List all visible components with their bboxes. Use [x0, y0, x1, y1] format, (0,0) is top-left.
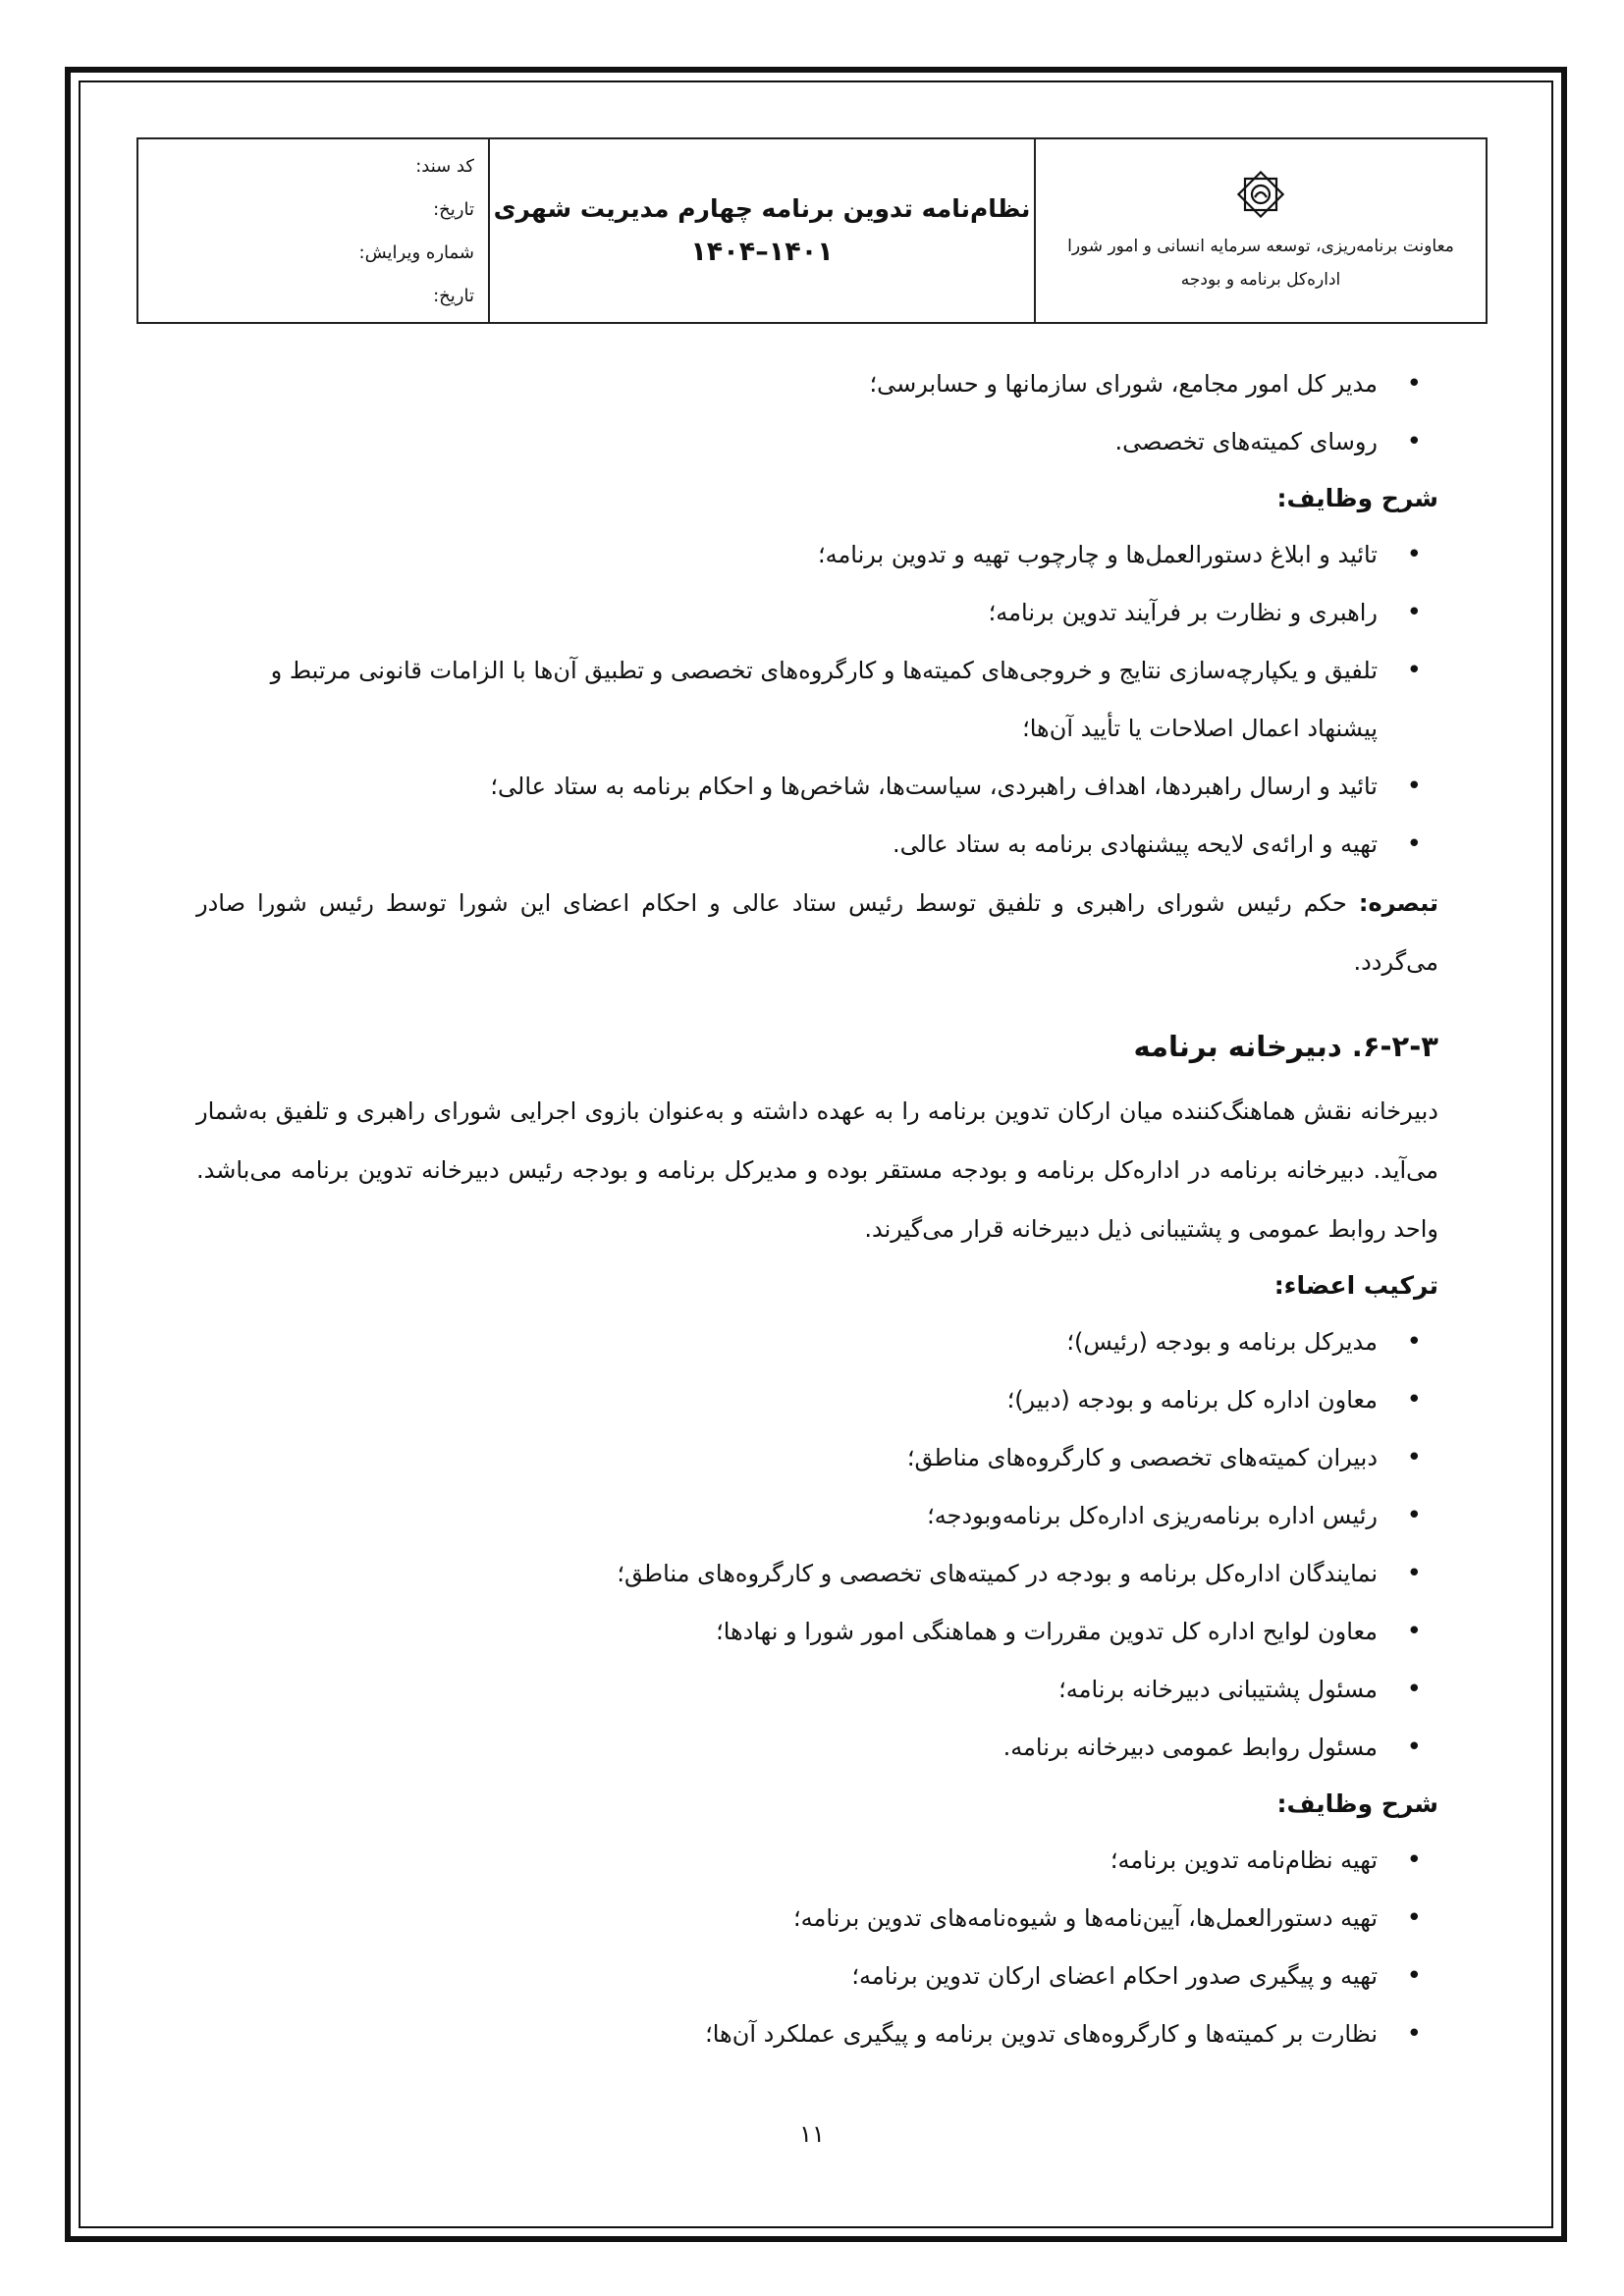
header-organization	[1034, 139, 1486, 322]
list-item: • تهیه دستورالعمل‌ها، آیین‌نامه‌ها و شیوه‌نامه‌های تدوین برنامه؛	[196, 1890, 1438, 1948]
list-item: • مدیرکل برنامه و بودجه (رئیس)؛	[196, 1313, 1438, 1371]
header-org-line2: اداره‌کل برنامه و بودجه	[1180, 270, 1341, 290]
page-number: ۱۱	[799, 2120, 825, 2148]
list-item: • تلفیق و یکپارچه‌سازی نتایج و خروجی‌های کمیته‌ها و کارگروه‌های تخصصی و تطبیق آن‌ها با الزامات قانونی مرتبط و پیشنهاد اعمال اصلاحات یا تأیید آن‌ها؛	[196, 642, 1438, 758]
secretariat-duties-list	[196, 1832, 1438, 2063]
members-list	[196, 1313, 1438, 1777]
header-meta	[138, 139, 488, 322]
list-item: • تهیه و پیگیری صدور احکام اعضای ارکان تدوین برنامه؛	[196, 1948, 1438, 2005]
members-heading: ترکیب اعضاء:	[1273, 1271, 1438, 1300]
list-item: • مدیر کل امور مجامع، شورای سازمانها و حسابرسی؛	[196, 355, 1438, 413]
header-title-cell	[488, 139, 1034, 322]
list-item: • دبیران کمیته‌های تخصصی و کارگروه‌های مناطق؛	[196, 1429, 1438, 1487]
header-org-line1: معاونت برنامه‌ریزی، توسعه سرمایه انسانی و امور شورا	[1067, 237, 1454, 256]
meta-doc-code: کد سند:	[415, 156, 474, 177]
members-continued-list	[196, 355, 1438, 471]
list-item: • تائید و ارسال راهبردها، اهداف راهبردی، سیاست‌ها، شاخص‌ها و احکام برنامه به ستاد عالی؛	[196, 758, 1438, 816]
meta-revision: شماره ویرایش:	[358, 242, 474, 263]
list-item: • معاون اداره کل برنامه و بودجه (دبیر)؛	[196, 1371, 1438, 1429]
note-label: تبصره:	[1358, 889, 1438, 917]
list-item: • نظارت بر کمیته‌ها و کارگروه‌های تدوین برنامه و پیگیری عملکرد آن‌ها؛	[196, 2005, 1438, 2063]
meta-date: تاریخ:	[433, 199, 474, 220]
page-content	[196, 355, 1438, 2063]
duties-list	[196, 526, 1438, 874]
meta-revision-date: تاریخ:	[433, 286, 474, 306]
list-item: • تائید و ابلاغ دستورالعمل‌ها و چارچوب تهیه و تدوین برنامه؛	[196, 526, 1438, 584]
document-years: ۱۴۰۱–۱۴۰۴	[690, 237, 834, 267]
list-item: • معاون لوایح اداره کل تدوین مقررات و هماهنگی امور شورا و نهادها؛	[196, 1603, 1438, 1661]
section-paragraph: دبیرخانه نقش هماهنگ‌کننده میان ارکان تدوین برنامه را به عهده داشته و به‌عنوان بازوی اجرایی شورای راهبری و تلفیق به‌شمار می‌آید. دبیرخانه برنامه در اداره‌کل برنامه و بودجه مستقر بوده و مدیرکل برنامه و بودجه رئیس دبیرخانه تدوین برنامه می‌باشد. واحد روابط عمومی و پشتیبانی ذیل دبیرخانه قرار می‌گیرند.	[196, 1097, 1438, 1243]
list-item: • راهبری و نظارت بر فرآیند تدوین برنامه؛	[196, 584, 1438, 642]
list-item: • مسئول روابط عمومی دبیرخانه برنامه.	[196, 1719, 1438, 1777]
document-header	[136, 137, 1488, 324]
note-text: حکم رئیس شورای راهبری و تلفیق توسط رئیس ستاد عالی و احکام اعضای این شورا توسط رئیس شورا صادر می‌گردد.	[196, 889, 1438, 976]
document-title: نظام‌نامه تدوین برنامه چهارم مدیریت شهری	[493, 194, 1031, 223]
section-title: ۶-۲-۳. دبیرخانه برنامه	[1133, 1030, 1438, 1063]
note-paragraph	[196, 874, 1438, 991]
tehran-municipality-logo-icon	[1231, 165, 1290, 224]
list-item: • روسای کمیته‌های تخصصی.	[196, 413, 1438, 471]
list-item: • تهیه نظام‌نامه تدوین برنامه؛	[196, 1832, 1438, 1890]
duties-heading: شرح وظایف:	[1276, 1789, 1438, 1818]
duties-heading: شرح وظایف:	[1276, 484, 1438, 512]
list-item: • مسئول پشتیبانی دبیرخانه برنامه؛	[196, 1661, 1438, 1719]
list-item: • تهیه و ارائه‌ی لایحه پیشنهادی برنامه به ستاد عالی.	[196, 816, 1438, 874]
list-item: • نمایندگان اداره‌کل برنامه و بودجه در کمیته‌های تخصصی و کارگروه‌های مناطق؛	[196, 1545, 1438, 1603]
list-item: • رئیس اداره برنامه‌ریزی اداره‌کل برنامه‌وبودجه؛	[196, 1487, 1438, 1545]
